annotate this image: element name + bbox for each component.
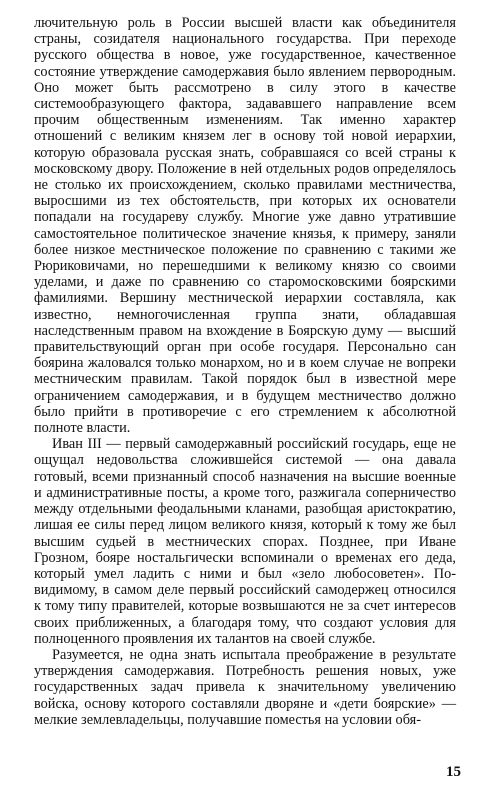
- paragraph-3: Разумеется, не одна знать испытала преображение в результате утверждения самодержавия. Потребность решения новых, уже государственных задач привела к значительному увеличению войска, основу которого составляли дворяне и «дети боярские» — мелкие землевладельцы, получавшие поместья на условии обя-: [34, 646, 456, 728]
- page-number: 15: [446, 764, 461, 780]
- paragraph-2: Иван III — первый самодержавный российский государь, еще не ощущал недовольства сложившейся системой — она давала готовый, всеми признанный способ назначения на высшие военные и административные посты, а кроме того, разжигала соперничество между отдельными феодальными кланами, разобщая аристократию, лишая ее силы перед лицом великого князя, который к тому же был высшим судьей в местнических спорах. Позднее, при Иване Грозном, бояре ностальгически вспоминали о временах его деда, который умел ладить с ними и был «зело любосоветен». По-видимому, в самом деле первый российский самодержец относился к тому типу правителей, которые возвышаются не за счет интересов своих приближенных, а благодаря тому, что создают условия для полноценного проявления их талантов на своей службе.: [34, 436, 456, 647]
- body-text: [34, 15, 456, 728]
- paragraph-1: лючительную роль в России высшей власти как объединителя страны, созидателя национального государства. При переходе русского общества в новое, уже государственное, качественное состояние утверждение самодержавия было явлением первородным. Оно может быть рассмотрено в силу этого в качестве системообразующего фактора, задававшего направление всем прочим общественным изменениям. Так именно характер отношений с великим князем лег в основу той новой иерархии, которую образовала русская знать, собравшаяся со всей страны к московскому двору. Положение в ней отдельных родов определялось не столько их происхождением, сколько правилами местничества, выросшими из тех обстоятельств, при которых их основатели попадали на государеву службу. Многие уже давно утратившие самостоятельное политическое значение князья, к примеру, заняли более низкое местническое положение по сравнению с такими же Рюриковичами, но перешедшими к великому князю со своими уделами, и даже по сравнению со старомосковскими боярскими фамилиями. Вершину местнической иерархии составляла, как известно, немногочисленная группа знати, обладавшая наследственным правом на вхождение в Боярскую думу — высший правительствующий орган при особе государя. Персонально сан боярина жаловался только монархом, но и в коем случае не вопреки местническим правилам. Такой порядок был в известной мере ограничением самодержавия, и в будущем местничество должно было прийти в противоречие с его стремлением к абсолютной полноте власти.: [34, 15, 456, 437]
